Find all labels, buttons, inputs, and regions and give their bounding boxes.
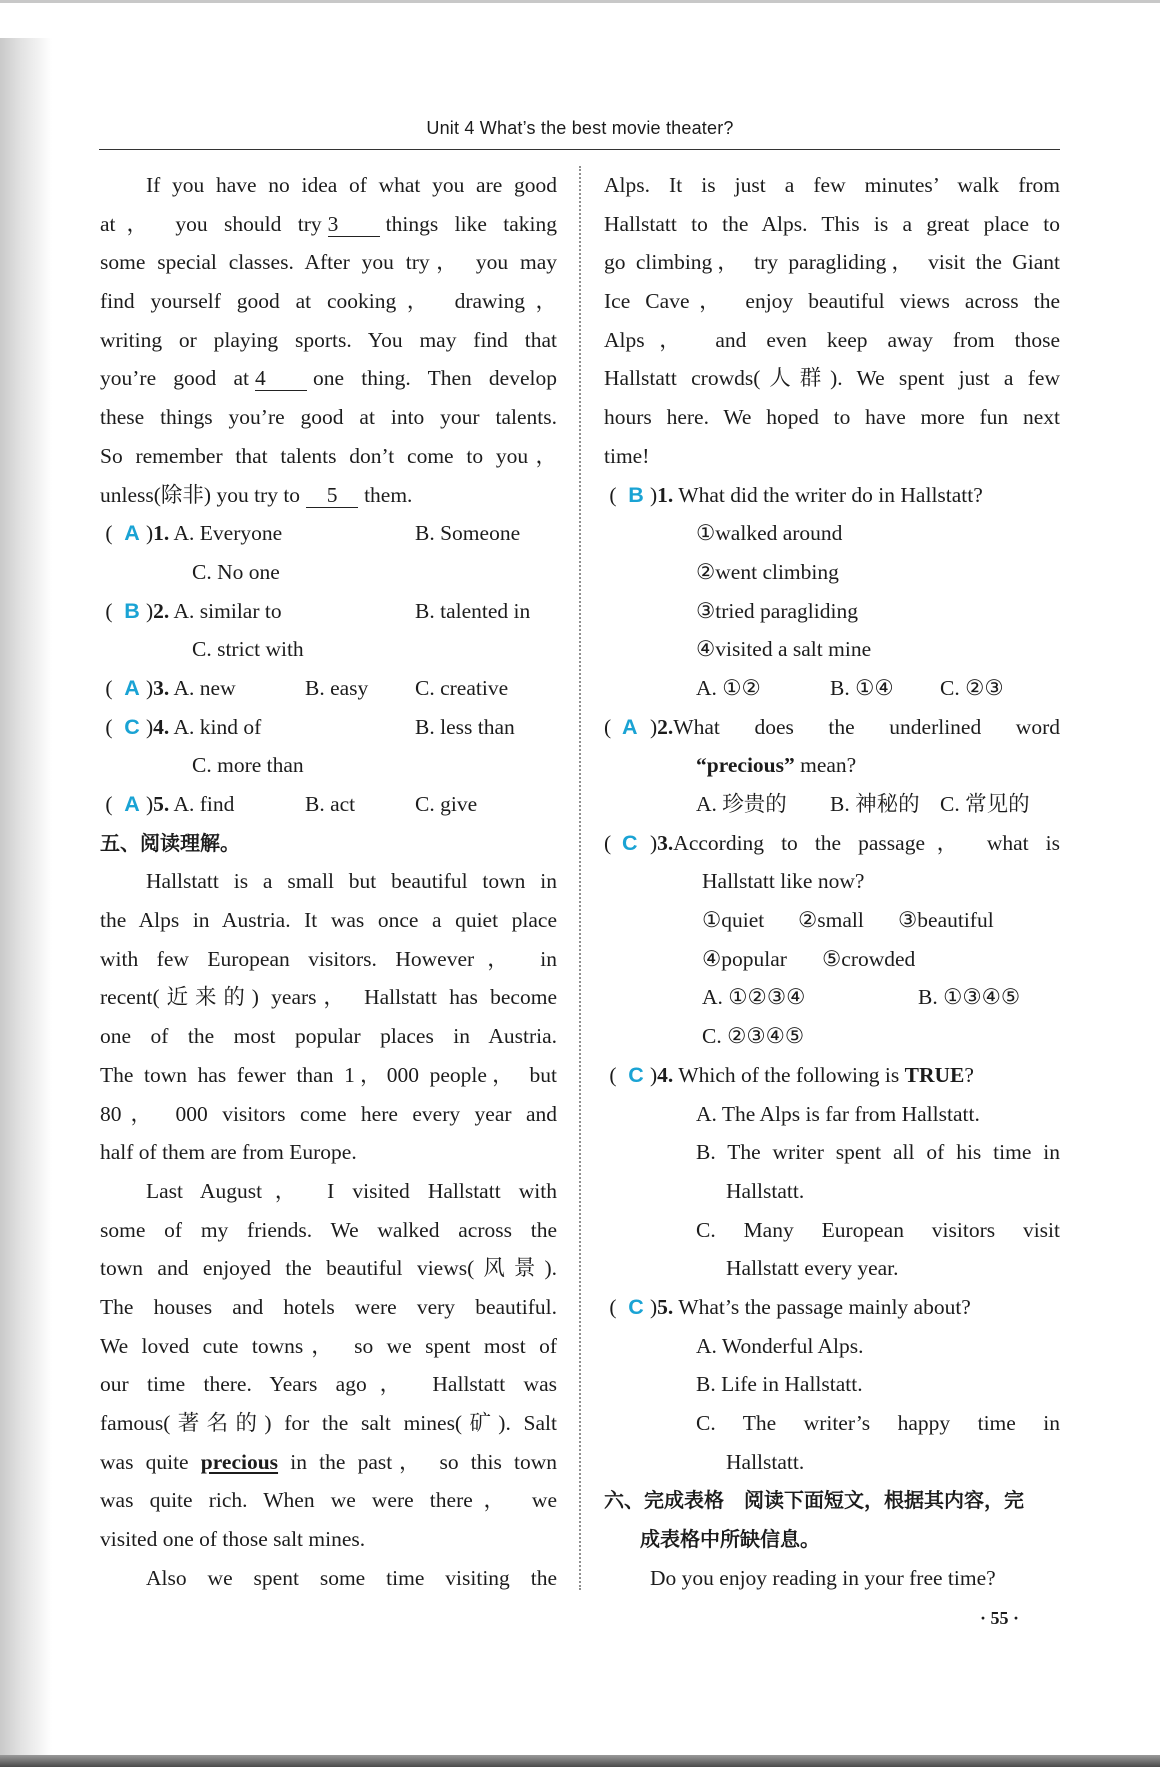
paren: ( <box>105 598 113 623</box>
blank-3: 3 <box>328 212 380 237</box>
reading-question-2-stem-cont <box>604 746 1060 785</box>
text-line: go climbing， try paragliding， visit the Giant <box>604 250 1060 275</box>
reading-question-2-options <box>604 785 1060 824</box>
question-number: 3. <box>657 830 674 855</box>
answer-mark: C <box>124 714 140 739</box>
text-line: Hallstatt crowds(人群). We spent just a few <box>604 366 1060 391</box>
question-number: 5. <box>153 792 170 816</box>
text-line: these things you’re good at into your talents. <box>100 405 557 430</box>
text-line: Ice Cave， enjoy beautiful views across the <box>604 289 1060 314</box>
text-segment: things like taking <box>385 211 557 236</box>
text-segment: one thing. Then develop <box>313 366 557 391</box>
page-edge-shadow <box>0 38 52 1758</box>
answer-mark: C <box>628 1062 644 1087</box>
text-line: If you have no idea of what you are good <box>146 173 557 197</box>
text-line: time! <box>604 443 650 468</box>
question-number: 1. <box>657 482 674 507</box>
text-line: Do you enjoy reading in your free time? <box>650 1565 996 1590</box>
option-c: C. creative <box>415 675 509 700</box>
bold-word: TRUE <box>904 1062 965 1087</box>
option-b: B. easy <box>305 675 369 700</box>
cloze-question-1-option-c: C. No one <box>192 559 280 584</box>
text-segment: in the past， so this town <box>290 1449 557 1474</box>
paren: ( <box>609 482 617 507</box>
text-line: half of them are from Europe. <box>100 1140 357 1165</box>
reading-question-2 <box>604 708 1060 747</box>
option-a: A. 珍贵的 <box>696 792 787 816</box>
reading-question-5 <box>604 1288 1060 1327</box>
text-line: visited one of those salt mines. <box>100 1527 366 1552</box>
text-line <box>100 359 557 398</box>
paren: ( <box>609 1294 617 1319</box>
option-b: B. Life in Hallstatt. <box>696 1372 863 1397</box>
option-b: B. The writer spent all of his time in <box>696 1140 1060 1165</box>
answer-mark: A <box>124 675 140 700</box>
option-c: C. give <box>415 792 478 816</box>
question-stem: Which of the following is <box>678 1062 900 1087</box>
paren: ( <box>609 1062 617 1087</box>
option-a: A. find <box>173 792 235 816</box>
text-line: find yourself good at cooking， drawing， <box>100 289 557 314</box>
section-heading-6-cont: 成表格中所缺信息。 <box>640 1527 820 1552</box>
option-a: A. new <box>173 675 236 700</box>
choice-item: ①quiet <box>702 908 765 933</box>
text-line <box>100 1443 557 1482</box>
text-line: was quite rich. When we were there， we <box>100 1488 557 1513</box>
text-line: one of the most popular places in Austria. <box>100 1024 557 1049</box>
option-a: A. Everyone <box>173 521 283 546</box>
paren: ) <box>146 521 154 546</box>
option-a: A. Wonderful Alps. <box>696 1333 864 1358</box>
option-a: A. similar to <box>173 598 282 623</box>
header-rule <box>99 149 1060 150</box>
option-c: C. Many European visitors visit <box>696 1217 1060 1242</box>
question-stem: mean? <box>800 753 857 778</box>
blank-4: 4 <box>255 366 307 391</box>
paren: ) <box>650 714 658 739</box>
choice-item: ⑤crowded <box>822 946 916 971</box>
text-line: Hallstatt is a small but beautiful town in <box>146 869 557 894</box>
choice-item: ②small <box>798 908 864 933</box>
option-c: C. The writer’s happy time in <box>696 1411 1060 1435</box>
choice-item: ④popular <box>702 946 787 971</box>
text-segment: was quite <box>100 1449 189 1474</box>
text-line <box>100 476 557 515</box>
text-line: town and enjoyed the beautiful views(风景). <box>100 1256 557 1281</box>
text-line: recent(近来的) years， Hallstatt has become <box>100 985 557 1010</box>
cloze-question-5 <box>100 785 557 824</box>
paren: ) <box>146 598 154 623</box>
section-heading-6: 六、完成表格 阅读下面短文，根据其内容，完 <box>604 1488 1024 1513</box>
answer-mark: A <box>124 521 140 546</box>
option-c: C. 常见的 <box>940 792 1030 816</box>
text-line: our time there. Years ago， Hallstatt was <box>100 1372 557 1397</box>
text-line: hours here. We hoped to have more fun next <box>604 405 1060 430</box>
text-line: We loved cute towns， so we spent most of <box>100 1333 557 1358</box>
reading-question-3 <box>604 824 1060 863</box>
text-segment: you’re good at <box>100 366 249 391</box>
cloze-question-1 <box>100 514 557 553</box>
option-b: B. ①③④⑤ <box>918 985 1021 1010</box>
paren: ) <box>650 830 658 855</box>
text-line: with few European visitors. However， in <box>100 946 557 971</box>
paren: ) <box>146 675 154 700</box>
paren: ( <box>105 521 113 546</box>
option-c-cont: Hallstatt. <box>726 1449 805 1474</box>
question-number: 2. <box>657 714 674 739</box>
question-number: 5. <box>657 1294 674 1319</box>
cloze-question-2 <box>100 592 557 631</box>
paren: ( <box>105 675 113 700</box>
option-b: B. less than <box>415 714 515 739</box>
question-stem: According to the passage， what is <box>673 830 1060 855</box>
option-a: A. The Alps is far from Hallstatt. <box>696 1101 980 1126</box>
choice-item: ④visited a salt mine <box>696 637 872 662</box>
paren: ( <box>105 792 113 816</box>
reading-question-3-choices-row2 <box>604 940 1060 979</box>
choice-item: ①walked around <box>696 521 843 546</box>
text-line: Hallstatt to the Alps. This is a great place to <box>604 211 1060 236</box>
cloze-question-2-option-c: C. strict with <box>192 637 304 662</box>
question-number: 4. <box>153 714 170 739</box>
question-stem: What does the underlined word <box>673 714 1060 739</box>
cloze-question-3 <box>100 669 557 708</box>
paren: ) <box>650 1294 658 1319</box>
right-column <box>604 166 1060 1590</box>
text-line: Alps. It is just a few minutes’ walk from <box>604 173 1060 197</box>
page-number: · 55 · <box>980 1608 1020 1628</box>
question-stem: What’s the passage mainly about? <box>678 1294 971 1319</box>
paren: ( <box>105 714 113 739</box>
text-line: So remember that talents don’t come to you， <box>100 443 557 468</box>
choice-item: ②went climbing <box>696 559 839 584</box>
paren: ( <box>604 830 612 855</box>
running-header: Unit 4 What’s the best movie theater? <box>426 118 734 138</box>
text-line: famous(著名的) for the salt mines(矿). Salt <box>100 1411 557 1435</box>
question-stem: ? <box>964 1062 974 1087</box>
text-line: some special classes. After you try， you may <box>100 250 557 275</box>
top-border <box>0 0 1160 3</box>
cloze-question-4 <box>100 708 557 747</box>
option-b: B. act <box>305 792 356 816</box>
left-column <box>100 166 557 1590</box>
text-segment: at， you should try <box>100 211 322 236</box>
choice-item: ③beautiful <box>898 908 994 933</box>
underlined-word: precious <box>200 1449 279 1474</box>
answer-mark: C <box>622 830 638 855</box>
reading-question-4 <box>604 1056 1060 1095</box>
quoted-word: “precious” <box>696 753 795 778</box>
blank-5: 5 <box>306 483 358 508</box>
text-line: Last August， I visited Hallstatt with <box>146 1178 557 1203</box>
answer-mark: A <box>622 714 638 739</box>
cloze-question-4-option-c: C. more than <box>192 753 304 778</box>
option-c-cont: Hallstatt every year. <box>726 1256 899 1281</box>
text-line: the Alps in Austria. It was once a quiet place <box>100 908 557 933</box>
text-segment: them. <box>364 482 413 507</box>
question-number: 2. <box>153 598 170 623</box>
answer-mark: B <box>628 482 644 507</box>
answer-mark: B <box>124 598 140 623</box>
text-line: 80， 000 visitors come here every year and <box>100 1101 557 1126</box>
option-b: B. Someone <box>415 521 521 546</box>
question-number: 4. <box>657 1062 674 1087</box>
option-c: C. ②③ <box>940 675 1004 700</box>
answer-mark: C <box>628 1294 644 1319</box>
bottom-bar <box>0 1755 1160 1767</box>
reading-question-1 <box>604 476 1060 515</box>
text-line: writing or playing sports. You may find that <box>100 327 557 352</box>
option-b: B. talented in <box>415 598 531 623</box>
answer-mark: A <box>124 792 140 816</box>
option-a: A. ①②③④ <box>702 985 806 1010</box>
option-b: B. ①④ <box>830 675 894 700</box>
question-stem-cont: Hallstatt like now? <box>702 869 865 894</box>
column-divider <box>579 166 581 1590</box>
text-line: Alps， and even keep away from those <box>604 327 1060 352</box>
paren: ) <box>650 482 658 507</box>
option-a: A. ①② <box>696 675 761 700</box>
text-line <box>100 205 557 244</box>
option-b-cont: Hallstatt. <box>726 1178 805 1203</box>
paren: ) <box>146 792 154 816</box>
section-heading-5: 五、阅读理解。 <box>100 830 240 855</box>
question-number: 1. <box>153 521 170 546</box>
paren: ) <box>146 714 154 739</box>
option-b: B. 神秘的 <box>830 792 920 816</box>
text-line: The houses and hotels were very beautiful. <box>100 1294 557 1319</box>
choice-item: ③tried paragliding <box>696 598 858 623</box>
question-stem: What did the writer do in Hallstatt? <box>678 482 983 507</box>
paren: ) <box>650 1062 658 1087</box>
question-number: 3. <box>153 675 170 700</box>
reading-question-3-choices-row1 <box>604 901 1060 940</box>
text-line: The town has fewer than 1，000 people， but <box>100 1062 557 1087</box>
reading-question-1-options <box>604 669 1060 708</box>
reading-question-3-options <box>604 978 1060 1017</box>
text-line: some of my friends. We walked across the <box>100 1217 557 1242</box>
option-c: C. ②③④⑤ <box>702 1024 805 1049</box>
option-a: A. kind of <box>173 714 262 739</box>
paren: ( <box>604 714 612 739</box>
text-line: Also we spent some time visiting the <box>146 1565 557 1590</box>
text-segment: unless(除非) you try to <box>100 482 301 507</box>
